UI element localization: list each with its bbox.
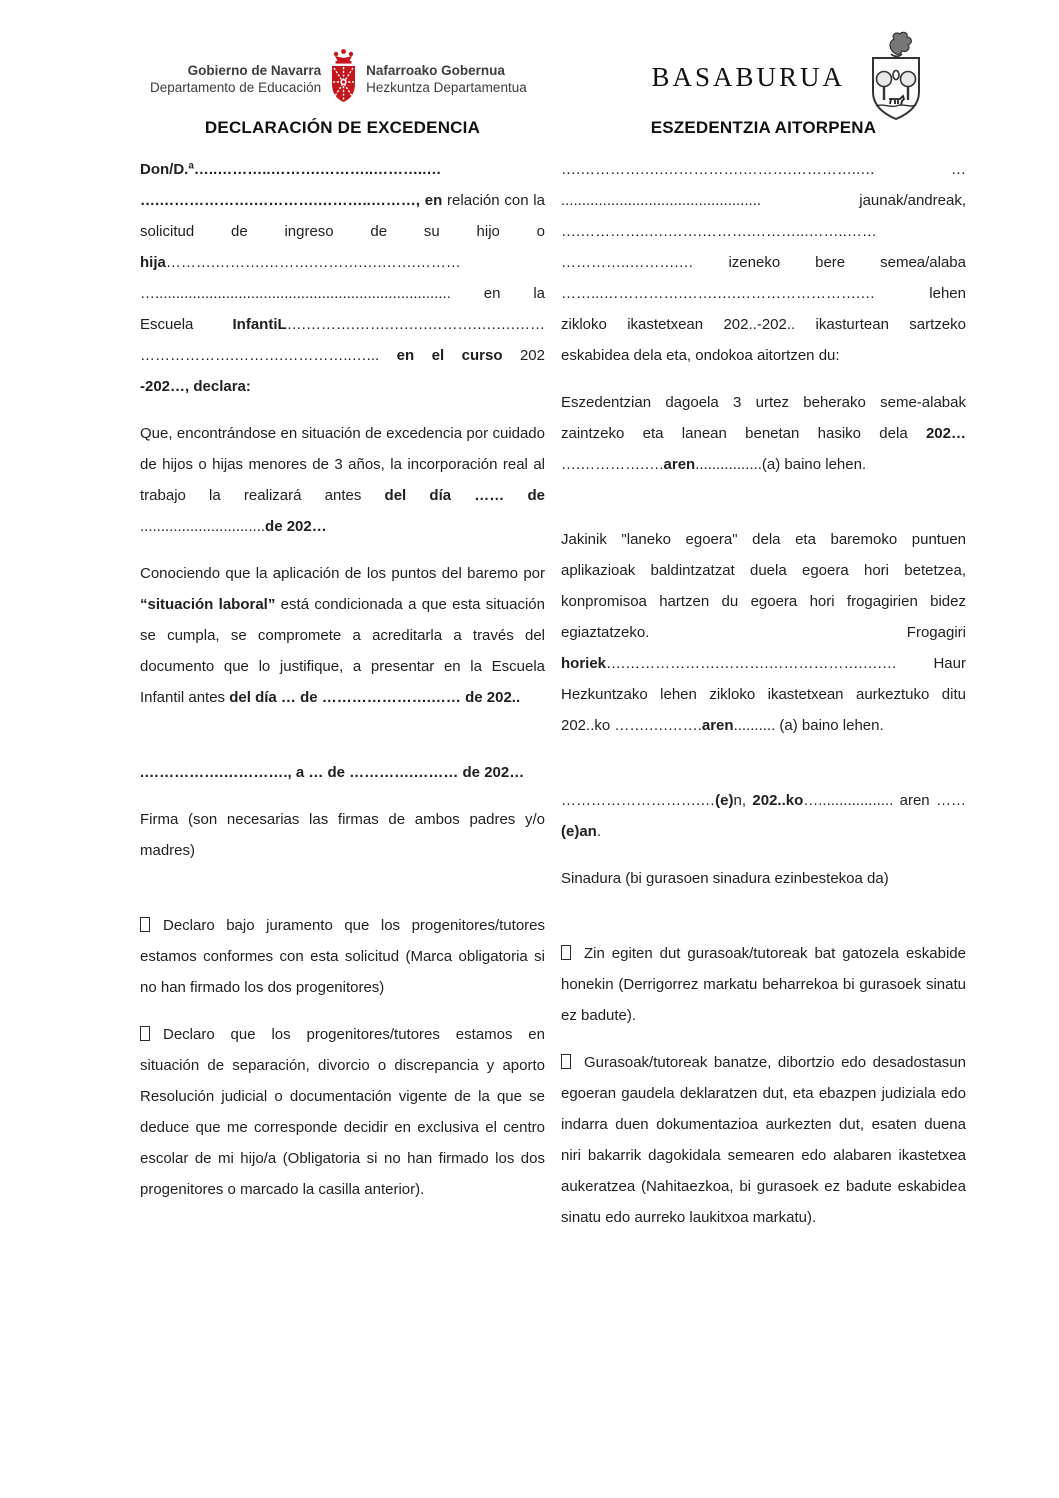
paragraph-declarant-es: Don/D.ª…..………..……….………..………..… ….……………….………….………..………, en relación con la solicitud de ingreso de su hijo o hija……….……….……….……….….…….……… …....................................................................... en la Escuela InfantiL….……….…….….….……….….….…… ……………….……….…………..…... en el curso 202 -202…, declara:: [140, 161, 545, 395]
paragraph-declarant-eu: ….………….….…………….……….…………..… … ................................................ jaunak/andreak, ….…………..….…….……….………...……..…… …………..……….… izeneko bere semea/alaba ……...…………….…….….…………………….… lehen zikloko ikastetxean 202..-202.. ikasturtean sartzeko eskabidea dela eta, ondokoa aitortzen du:: [561, 161, 966, 364]
gobierno-line1-eu: Nafarroako Gobernua: [366, 62, 505, 78]
paragraph-baremo-eu: Jakinik "laneko egoera" dela eta baremoko puntuen aplikazioak baldintzatzat duela egoera hori betetzea, konpromisoa hartzen du egoera hori frogagirien bidez egiaztatzeko. Frogagiri horiek….……………….……….……………….….… Haur Hezkuntzako lehen zikloko ikastetxean aurkeztuko ditu 202..ko …….….…….aren.......... (a) baino lehen.: [561, 531, 966, 734]
gobierno-navarra-label-eu: [366, 63, 527, 97]
municipality-name: BASABURUA: [651, 62, 845, 92]
paragraph-excedencia-es: Que, encontrándose en situación de excedencia por cuidado de hijos o hijas menores de 3 años, la incorporación real al trabajo la realizará antes del día …… de ..............................de 202…: [140, 425, 545, 535]
checkbox-icon[interactable]: [561, 1054, 571, 1069]
signature-note-eu: Sinadura (bi gurasoen sinadura ezinbestekoa da): [561, 870, 889, 887]
gobierno-navarra-label-es: [150, 63, 321, 97]
basaburua-coat-of-arms-icon: [861, 30, 931, 129]
navarra-shield-icon: [330, 48, 357, 111]
paragraph-eszedentzia-eu: Eszedentzian dagoela 3 urtez beherako seme-alabak zaintzeko eta lanean benetan hasiko dela 202… ….………….….aren................(a) baino lehen.: [561, 394, 966, 473]
gobierno-line2-eu: Hezkuntza Departamentua: [366, 79, 527, 95]
place-date-line-es: .…………….…………., a … de ………….……… de 202…: [140, 764, 525, 781]
checkbox-icon[interactable]: [561, 945, 571, 960]
signature-note-es: Firma (son necesarias las firmas de ambos padres y/o madres): [140, 811, 545, 859]
gobierno-line2-es: Departamento de Educación: [150, 79, 322, 95]
basque-column: [561, 118, 966, 1233]
place-date-line-eu: ……………………….…(e)n, 202..ko….................. aren ……(e)an.: [561, 792, 967, 840]
paragraph-baremo-es: Conociendo que la aplicación de los puntos del baremo por “situación laboral” está condicionada a que esta situación se cumpla, se compromete a acreditarla a través del documento que lo justifique, a presentar en la Escuela Infantil antes del día … de ………………….…… de 202..: [140, 565, 545, 706]
declaration-checkbox-1-eu: Zin egiten dut gurasoak/tutoreak bat gatozela eskabide honekin (Derrigorrez markatu beharrekoa bi gurasoek sinatu ez badute).: [561, 945, 966, 1024]
basaburua-logo: [651, 30, 931, 129]
spanish-column: [140, 118, 545, 1233]
checkbox-icon[interactable]: [140, 1026, 150, 1041]
declaration-checkbox-1-es: Declaro bajo juramento que los progenitores/tutores estamos conformes con esta solicitud (Marca obligatoria si no han firmado los dos progenitores): [140, 917, 545, 996]
gobierno-navarra-logo: [150, 48, 527, 111]
page-header: [150, 30, 931, 129]
declaration-checkbox-2-eu: Gurasoak/tutoreak banatze, dibortzio edo desadostasun egoeran gaudela deklaratzen dut, eta ebazpen judiziala edo indarra duen dokumentazioa aurkezten dut, esaten duena niri bakarrik dagokidala semearen edo alabaren ikastetxea aukeratzea (Nahitaezkoa, bi gurasoek ez badute eskabidea sinatu edo aurreko laukitxoa markatu).: [561, 1054, 966, 1226]
checkbox-icon[interactable]: [140, 917, 150, 932]
document-title-eu: ESZEDENTZIA AITORPENA: [650, 118, 877, 137]
declaration-checkbox-2-es: Declaro que los progenitores/tutores estamos en situación de separación, divorcio o discrepancia y aporto Resolución judicial o documentación vigente de la que se deduce que me corresponde decidir en exclusiva el centro escolar de mi hijo/a (Obligatoria si no han firmado los dos progenitores o marcado la casilla anterior).: [140, 1026, 545, 1198]
document-title-es: DECLARACIÓN DE EXCEDENCIA: [204, 118, 481, 137]
document-body: [140, 118, 966, 1233]
gobierno-line1-es: Gobierno de Navarra: [187, 62, 322, 78]
